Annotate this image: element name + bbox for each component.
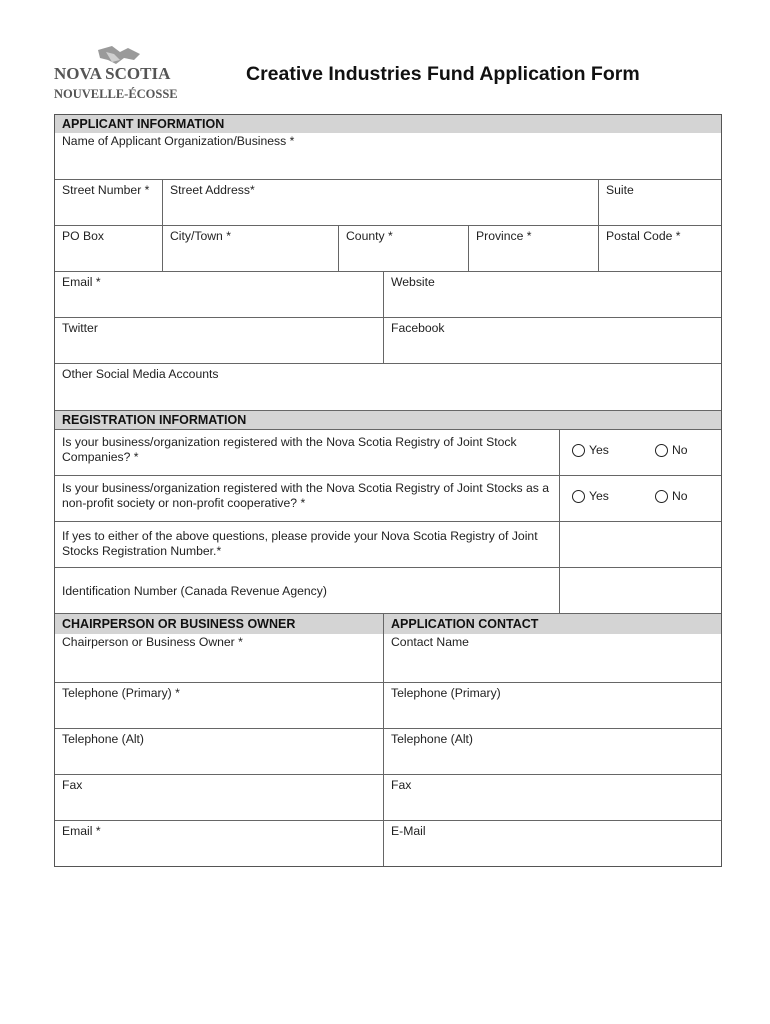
registration-q1-row [55, 429, 721, 475]
postal-code-field[interactable] [598, 226, 721, 271]
contact-name-label: Contact Name [391, 635, 469, 649]
suite-field[interactable] [598, 180, 721, 225]
postal-code-label: Postal Code * [606, 229, 681, 243]
chair-email-field[interactable] [55, 821, 383, 866]
street-address-field[interactable] [162, 180, 598, 225]
registration-q3-row [55, 521, 721, 567]
org-name-label: Name of Applicant Organization/Business * [62, 134, 295, 148]
section-header-applicant: APPLICANT INFORMATION [55, 115, 721, 133]
section-header-registration: REGISTRATION INFORMATION [55, 411, 721, 429]
q1-yes-label: Yes [589, 443, 609, 457]
chair-email-label: Email * [62, 824, 101, 838]
province-field[interactable] [468, 226, 598, 271]
tel-alt-row [55, 728, 721, 774]
chair-fax-field[interactable] [55, 775, 383, 820]
registration-q1-label: Is your business/organization registered with the Nova Scotia Registry of Joint Stock Companies? * [62, 435, 517, 464]
q2-yes-option[interactable] [572, 489, 609, 503]
chair-tel-alt-field[interactable] [55, 729, 383, 774]
registration-q4-label: Identification Number (Canada Revenue Agency) [62, 584, 327, 598]
cra-number-field[interactable] [559, 568, 721, 613]
street-address-label: Street Address* [170, 183, 255, 197]
q1-yes-option[interactable] [572, 443, 609, 457]
contact-name-row [55, 613, 721, 682]
registration-q2-row [55, 475, 721, 521]
chair-tel-alt-label: Telephone (Alt) [62, 732, 144, 746]
section-header-contact: APPLICATION CONTACT [384, 614, 721, 634]
registration-q3-label: If yes to either of the above questions, please provide your Nova Scotia Registry of Joint Stocks Registration Number.* [62, 529, 538, 558]
q2-yes-label: Yes [589, 489, 609, 503]
suite-label: Suite [606, 183, 634, 197]
contact-tel-alt-field[interactable] [383, 729, 721, 774]
registration-number-field[interactable] [559, 522, 721, 567]
location-row [55, 225, 721, 271]
chair-tel-primary-label: Telephone (Primary) * [62, 686, 180, 700]
chair-tel-primary-field[interactable] [55, 683, 383, 728]
twitter-label: Twitter [62, 321, 98, 335]
other-social-row [55, 363, 721, 410]
street-number-label: Street Number * [62, 183, 150, 197]
org-name-row [55, 115, 721, 179]
contact-email-field[interactable] [383, 821, 721, 866]
contact-name-field[interactable] [383, 614, 721, 682]
registration-q2-label: Is your business/organization registered with the Nova Scotia Registry of Joint Stocks as a non-profit society or non-profit cooperative? * [62, 481, 550, 510]
contact-fax-label: Fax [391, 778, 412, 792]
city-label: City/Town * [170, 229, 231, 243]
chair-name-field[interactable] [55, 614, 383, 682]
q1-no-radio[interactable] [655, 444, 668, 457]
q2-no-label: No [672, 489, 688, 503]
nova-scotia-emblem-icon [54, 44, 184, 104]
province-label: Province * [476, 229, 532, 243]
address-row [55, 179, 721, 225]
q2-no-radio[interactable] [655, 490, 668, 503]
facebook-field[interactable] [383, 318, 721, 363]
page-title: Creative Industries Fund Application Form [246, 63, 640, 85]
registration-q1-options [559, 430, 721, 475]
org-name-field[interactable] [55, 115, 721, 179]
registration-q2-options [559, 476, 721, 521]
contact-fax-field[interactable] [383, 775, 721, 820]
po-box-label: PO Box [62, 229, 104, 243]
q2-no-option[interactable] [655, 489, 688, 503]
logo-text-french: NOUVELLE-ÉCOSSE [54, 87, 178, 101]
county-field[interactable] [338, 226, 468, 271]
registration-header-row [55, 410, 721, 429]
logo-text-english: NOVA SCOTIA [54, 64, 171, 83]
email-label: Email * [62, 275, 101, 289]
q1-no-option[interactable] [655, 443, 688, 457]
facebook-label: Facebook [391, 321, 445, 335]
website-label: Website [391, 275, 435, 289]
street-number-field[interactable] [55, 180, 162, 225]
q2-yes-radio[interactable] [572, 490, 585, 503]
county-label: County * [346, 229, 393, 243]
twitter-field[interactable] [55, 318, 383, 363]
contact-tel-primary-label: Telephone (Primary) [391, 686, 501, 700]
chair-name-label: Chairperson or Business Owner * [62, 635, 243, 649]
email-field[interactable] [55, 272, 383, 317]
contact-email-label: E-Mail [391, 824, 426, 838]
registration-q4-row [55, 567, 721, 613]
po-box-field[interactable] [55, 226, 162, 271]
email-row [55, 820, 721, 866]
other-social-label: Other Social Media Accounts [62, 367, 219, 381]
social-row [55, 317, 721, 363]
nova-scotia-logo [54, 44, 184, 104]
tel-primary-row [55, 682, 721, 728]
fax-row [55, 774, 721, 820]
application-form [54, 114, 722, 867]
section-header-chair: CHAIRPERSON OR BUSINESS OWNER [55, 614, 383, 634]
email-website-row [55, 271, 721, 317]
city-field[interactable] [162, 226, 338, 271]
q1-yes-radio[interactable] [572, 444, 585, 457]
chair-fax-label: Fax [62, 778, 83, 792]
q1-no-label: No [672, 443, 688, 457]
contact-tel-primary-field[interactable] [383, 683, 721, 728]
website-field[interactable] [383, 272, 721, 317]
other-social-field[interactable] [55, 364, 721, 410]
contact-tel-alt-label: Telephone (Alt) [391, 732, 473, 746]
